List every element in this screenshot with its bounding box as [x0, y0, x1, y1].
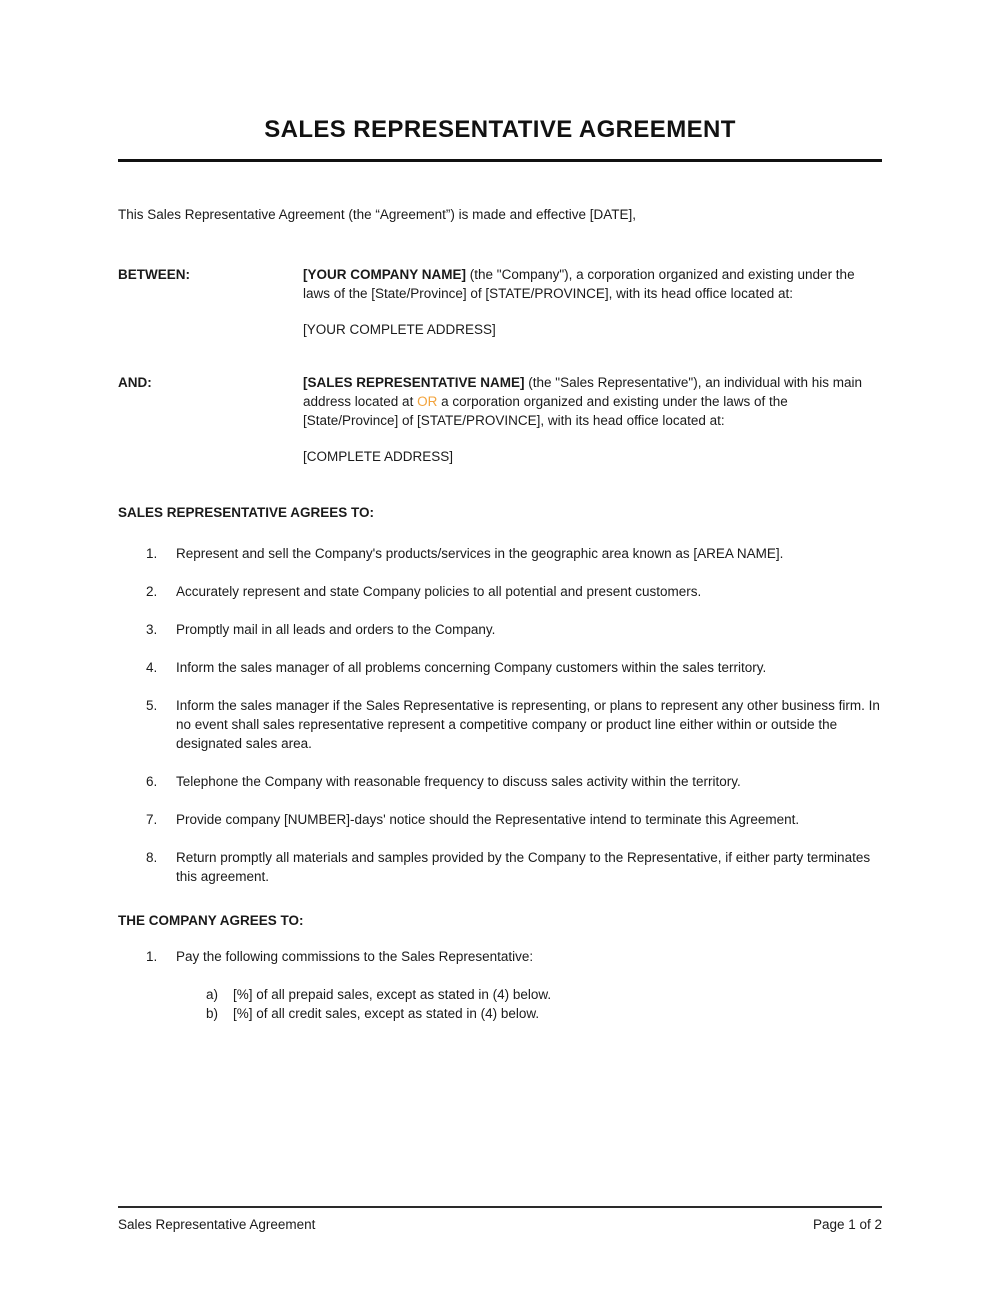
list-item	[146, 696, 882, 753]
list-item	[146, 947, 882, 1023]
rep-address-placeholder: [COMPLETE ADDRESS]	[303, 449, 454, 464]
between-description-text: (the "Company"), a corporation organized and existing under the laws of the [State/Province] of [STATE/PROVINCE], with its head office located at:	[303, 267, 855, 301]
item-text: Accurately represent and state Company policies to all potential and present customers.	[176, 584, 702, 599]
list-item	[146, 620, 882, 639]
sub-item-text: [%] of all prepaid sales, except as stated in (4) below.	[233, 987, 552, 1002]
item-number: 6.	[146, 774, 158, 789]
item-number: 2.	[146, 584, 158, 599]
commission-sub-list	[206, 985, 882, 1023]
page-footer	[118, 1206, 882, 1234]
item-number: 8.	[146, 850, 158, 865]
list-item	[146, 772, 882, 791]
sub-list-item	[206, 985, 882, 1004]
and-body	[303, 373, 882, 466]
company-address-placeholder: [YOUR COMPLETE ADDRESS]	[303, 322, 496, 337]
section-heading-sales-rep: SALES REPRESENTATIVE AGREES TO:	[118, 505, 375, 520]
and-description	[303, 373, 882, 430]
sub-item-letter: a)	[206, 987, 219, 1002]
document-title: SALES REPRESENTATIVE AGREEMENT	[264, 116, 736, 143]
sub-item-letter: b)	[206, 1006, 219, 1021]
item-text-content: Pay the following commissions to the Sales Representative:	[176, 949, 534, 964]
and-description-text-2: a corporation organized and existing under the laws of the [State/Province] of [STATE/PROVINCE], with its head office located at:	[303, 394, 788, 428]
list-item	[146, 810, 882, 829]
party-between-block	[118, 265, 882, 339]
item-number: 5.	[146, 698, 158, 713]
item-text: Inform the sales manager if the Sales Representative is representing, or plans to represent any other business firm. In no event shall sales representative represent a competitive company or product line either within or outside the designated sales area.	[176, 698, 880, 751]
item-number: 1.	[146, 546, 158, 561]
sub-list-item	[206, 1004, 882, 1023]
sales-rep-list	[146, 544, 882, 886]
title-divider	[118, 159, 882, 162]
company-list	[146, 947, 882, 1023]
item-text: Return promptly all materials and samples provided by the Company to the Representative, if either party terminates this agreement.	[176, 850, 871, 884]
item-text: Telephone the Company with reasonable frequency to discuss sales activity within the territory.	[176, 774, 741, 789]
sales-rep-name-placeholder: [SALES REPRESENTATIVE NAME]	[303, 375, 525, 390]
company-name-placeholder: [YOUR COMPANY NAME]	[303, 267, 467, 282]
item-number: 4.	[146, 660, 158, 675]
footer-page-number: Page 1 of 2	[812, 1217, 882, 1232]
item-text	[176, 947, 882, 1023]
between-body	[303, 265, 882, 339]
section-heading-company: THE COMPANY AGREES TO:	[118, 913, 304, 928]
and-description-text-1: (the "Sales Representative"), an individual with his main address located at	[303, 375, 863, 409]
between-description	[303, 265, 882, 303]
or-highlight: OR	[417, 394, 438, 409]
list-item	[146, 544, 882, 563]
list-item	[146, 658, 882, 677]
party-and-block	[118, 373, 882, 466]
item-text: Provide company [NUMBER]-days' notice should the Representative intend to terminate this Agreement.	[176, 812, 800, 827]
item-text: Promptly mail in all leads and orders to the Company.	[176, 622, 496, 637]
and-label: AND:	[118, 375, 152, 390]
item-number: 7.	[146, 812, 158, 827]
list-item	[146, 848, 882, 886]
between-label: BETWEEN:	[118, 267, 190, 282]
item-number: 1.	[146, 949, 158, 964]
item-text: Represent and sell the Company's products/services in the geographic area known as [AREA NAME].	[176, 546, 784, 561]
item-text: Inform the sales manager of all problems concerning Company customers within the sales territory.	[176, 660, 767, 675]
sub-item-text: [%] of all credit sales, except as stated in (4) below.	[233, 1006, 540, 1021]
intro-paragraph: This Sales Representative Agreement (the “Agreement”) is made and effective [DATE],	[118, 207, 636, 222]
list-item	[146, 582, 882, 601]
item-number: 3.	[146, 622, 158, 637]
footer-document-title: Sales Representative Agreement	[118, 1217, 316, 1232]
